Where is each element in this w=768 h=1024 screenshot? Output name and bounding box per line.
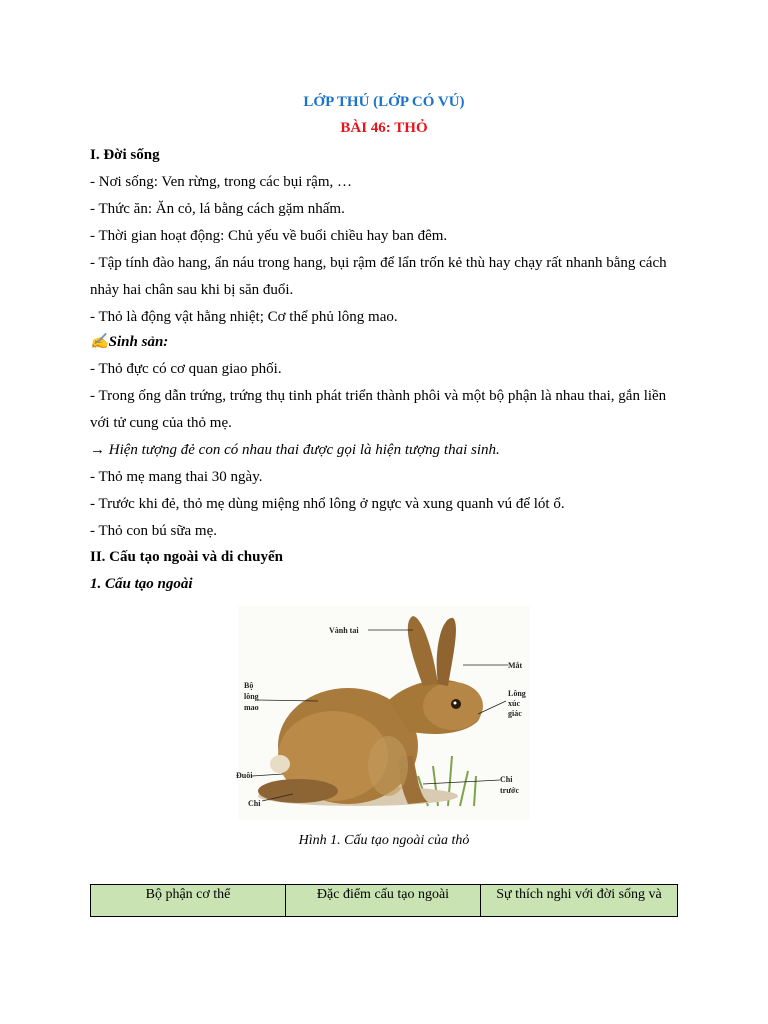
label-hind-leg: Chi bbox=[248, 799, 261, 808]
section2-subheading: 1. Cấu tạo ngoài bbox=[90, 576, 193, 592]
subject-title: LỚP THÚ (LỚP CÓ VÚ) bbox=[303, 94, 465, 110]
habitat-line: - Nơi sống: Ven rừng, trong các bụi rậm, … bbox=[90, 174, 352, 190]
conclusion-line: → Hiện tượng đẻ con có nhau thai được gọi là hiện tượng thai sinh. bbox=[90, 442, 500, 458]
body-temp-line: - Thỏ là động vật hằng nhiệt; Cơ thể phủ lông mao. bbox=[90, 309, 398, 325]
label-foreleg-2: trước bbox=[500, 786, 519, 795]
figure-caption: Hình 1. Cấu tạo ngoài của thỏ bbox=[298, 833, 470, 848]
label-foreleg-1: Chi bbox=[500, 775, 513, 784]
section2-heading: II. Cấu tạo ngoài và di chuyển bbox=[90, 549, 283, 565]
pregnancy-line: - Thỏ mẹ mang thai 30 ngày. bbox=[90, 469, 263, 485]
label-whisker-2: xúc bbox=[508, 699, 520, 708]
label-fur-2: lông bbox=[244, 692, 259, 701]
table-header-cell: Bộ phận cơ thể bbox=[91, 885, 286, 917]
nest-line: - Trước khi đẻ, thỏ mẹ dùng miệng nhổ lông ở ngực và xung quanh vú để lót ổ. bbox=[90, 496, 565, 512]
lesson-title: BÀI 46: THỎ bbox=[340, 120, 428, 136]
nursing-line: - Thỏ con bú sữa mẹ. bbox=[90, 523, 217, 539]
structure-table bbox=[90, 884, 678, 917]
label-tail: Đuôi bbox=[236, 771, 253, 780]
rabbit-figure bbox=[238, 606, 530, 820]
reproduction-heading: ✍Sinh sản: bbox=[90, 334, 169, 350]
table-header-cell: Đặc điểm cấu tạo ngoài bbox=[286, 885, 481, 917]
reproduction-line-1: - Thỏ đực có cơ quan giao phối. bbox=[90, 361, 282, 377]
label-ear: Vành tai bbox=[329, 626, 359, 635]
table-header-cell: Sự thích nghi với đời sống và bbox=[481, 885, 678, 917]
label-whisker-3: giác bbox=[508, 709, 522, 718]
reproduction-line-2: - Trong ống dẫn trứng, trứng thụ tinh phát triển thành phôi và một bộ phận là nhau thai, gắn liền với tử cung của thỏ mẹ. bbox=[90, 388, 667, 431]
label-eye: Mắt bbox=[508, 661, 523, 670]
section1-heading: I. Đời sống bbox=[90, 147, 160, 163]
label-fur-3: mao bbox=[244, 703, 259, 712]
activity-line: - Thời gian hoạt động: Chủ yếu về buổi chiều hay ban đêm. bbox=[90, 228, 448, 244]
food-line: - Thức ăn: Ăn cỏ, lá bằng cách gặm nhấm. bbox=[90, 201, 345, 217]
behavior-line: - Tập tính đào hang, ẩn náu trong hang, bụi rậm để lẩn trốn kẻ thù hay chạy rất nhanh bằng cách nhảy hai chân sau khi bị săn đuổi. bbox=[90, 255, 667, 298]
label-whisker-1: Lông bbox=[508, 689, 526, 698]
table-header-row bbox=[91, 885, 678, 917]
label-fur-1: Bộ bbox=[244, 681, 254, 690]
